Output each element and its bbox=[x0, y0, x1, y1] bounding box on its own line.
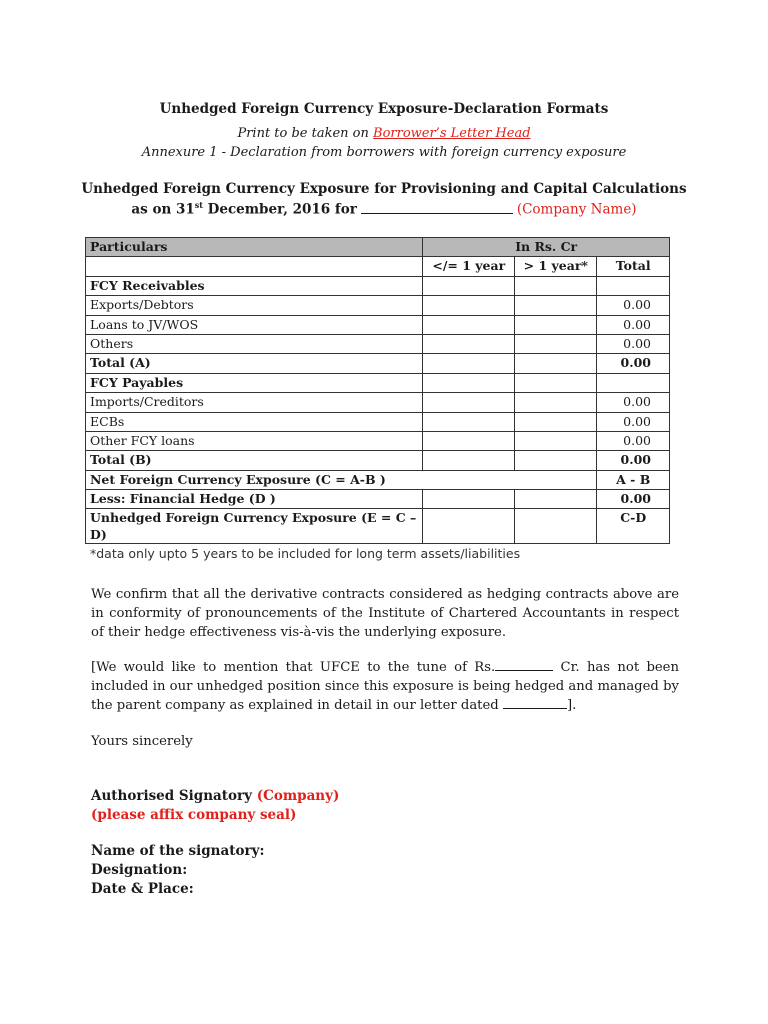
header-particulars: Particulars bbox=[86, 238, 423, 257]
row-long-term-cell[interactable] bbox=[515, 451, 597, 470]
exposure-table bbox=[85, 237, 670, 544]
row-total-cell: 0.00 bbox=[597, 296, 670, 315]
ufce-mention-paragraph bbox=[91, 658, 679, 715]
table-row bbox=[86, 296, 670, 315]
header-long-term: > 1 year* bbox=[515, 257, 597, 276]
row-short-term-cell[interactable] bbox=[423, 334, 515, 353]
date-suffix: st bbox=[194, 200, 203, 210]
row-label: FCY Payables bbox=[86, 373, 423, 392]
row-total-cell bbox=[597, 373, 670, 392]
print-instruction-prefix: Print to be taken on bbox=[237, 126, 374, 141]
company-seal-note: (please affix company seal) bbox=[91, 807, 297, 823]
table-footnote: *data only upto 5 years to be included for long term assets/liabilities bbox=[90, 546, 521, 561]
subheader-blank bbox=[86, 257, 423, 276]
row-short-term-cell[interactable] bbox=[423, 393, 515, 412]
row-label: FCY Receivables bbox=[86, 276, 423, 295]
row-label: Total (A) bbox=[86, 354, 423, 373]
row-short-term-cell[interactable] bbox=[423, 315, 515, 334]
unhedged-exposure-short[interactable] bbox=[423, 509, 515, 544]
company-name-blank[interactable] bbox=[361, 201, 513, 214]
unhedged-exposure-row bbox=[86, 509, 670, 544]
ufce-text-part2: Cr. has not been included in our unhedged position since this exposure is being hedged and managed by the parent company as explained in detail in our letter dated bbox=[91, 660, 679, 713]
net-exposure-total: A - B bbox=[597, 470, 670, 489]
authorised-signatory-line bbox=[91, 787, 339, 806]
letter-date-blank[interactable] bbox=[503, 696, 567, 709]
header-total: Total bbox=[597, 257, 670, 276]
row-label: Other FCY loans bbox=[86, 431, 423, 450]
row-long-term-cell[interactable] bbox=[515, 276, 597, 295]
as-on-date-prefix: as on 31 bbox=[131, 201, 195, 218]
ufce-text-part1: [We would like to mention that UFCE to the tune of Rs. bbox=[91, 660, 496, 675]
row-total-cell bbox=[597, 276, 670, 295]
signatory-name-field: Name of the signatory: bbox=[91, 843, 265, 859]
row-total-cell: 0.00 bbox=[597, 431, 670, 450]
net-exposure-label: Net Foreign Currency Exposure (C = A-B ) bbox=[86, 470, 597, 489]
row-long-term-cell[interactable] bbox=[515, 315, 597, 334]
row-long-term-cell[interactable] bbox=[515, 334, 597, 353]
table-row bbox=[86, 393, 670, 412]
row-total-cell: 0.00 bbox=[597, 393, 670, 412]
table-row bbox=[86, 451, 670, 470]
header-unit: In Rs. Cr bbox=[423, 238, 670, 257]
authorised-signatory-label: Authorised Signatory bbox=[91, 788, 257, 804]
row-short-term-cell[interactable] bbox=[423, 431, 515, 450]
table-row bbox=[86, 412, 670, 431]
row-total-cell: 0.00 bbox=[597, 451, 670, 470]
date-place-field: Date & Place: bbox=[91, 881, 194, 897]
company-name-placeholder: (Company Name) bbox=[516, 201, 637, 218]
row-total-cell: 0.00 bbox=[597, 334, 670, 353]
unhedged-exposure-total: C-D bbox=[597, 509, 670, 544]
row-long-term-cell[interactable] bbox=[515, 412, 597, 431]
row-label: ECBs bbox=[86, 412, 423, 431]
ufce-text-part3: ]. bbox=[566, 698, 577, 713]
table-row bbox=[86, 334, 670, 353]
row-short-term-cell[interactable] bbox=[423, 296, 515, 315]
unhedged-exposure-label: Unhedged Foreign Currency Exposure (E = C – D) bbox=[86, 509, 423, 544]
table-row bbox=[86, 315, 670, 334]
financial-hedge-row bbox=[86, 490, 670, 509]
as-on-date-suffix: December, 2016 for bbox=[202, 201, 357, 218]
letter-head-link: Borrower’s Letter Head bbox=[373, 126, 531, 141]
row-short-term-cell[interactable] bbox=[423, 412, 515, 431]
header-short-term: </= 1 year bbox=[423, 257, 515, 276]
table-subheader-row bbox=[86, 257, 670, 276]
row-long-term-cell[interactable] bbox=[515, 431, 597, 450]
designation-field: Designation: bbox=[91, 862, 188, 878]
print-instruction bbox=[0, 126, 768, 141]
row-long-term-cell[interactable] bbox=[515, 373, 597, 392]
financial-hedge-total: 0.00 bbox=[597, 490, 670, 509]
confirmation-paragraph: We confirm that all the derivative contracts considered as hedging contracts above are in conformity of pronouncements of the Institute of Chartered Accountants in respect of their hedge effectiveness vis-à-vis the underlying exposure. bbox=[91, 587, 679, 640]
table-heading-line1: Unhedged Foreign Currency Exposure for Provisioning and Capital Calculations bbox=[81, 181, 687, 197]
row-long-term-cell[interactable] bbox=[515, 354, 597, 373]
row-total-cell: 0.00 bbox=[597, 315, 670, 334]
row-short-term-cell[interactable] bbox=[423, 276, 515, 295]
row-short-term-cell[interactable] bbox=[423, 373, 515, 392]
row-short-term-cell[interactable] bbox=[423, 354, 515, 373]
row-label: Imports/Creditors bbox=[86, 393, 423, 412]
table-row bbox=[86, 354, 670, 373]
row-label: Others bbox=[86, 334, 423, 353]
unhedged-exposure-long[interactable] bbox=[515, 509, 597, 544]
row-label: Loans to JV/WOS bbox=[86, 315, 423, 334]
table-heading-line2 bbox=[0, 200, 768, 218]
company-placeholder: (Company) bbox=[256, 788, 340, 804]
table-row bbox=[86, 431, 670, 450]
table-row bbox=[86, 276, 670, 295]
authorised-signatory-block bbox=[91, 787, 339, 825]
financial-hedge-short[interactable] bbox=[423, 490, 515, 509]
row-short-term-cell[interactable] bbox=[423, 451, 515, 470]
ufce-amount-blank[interactable] bbox=[495, 658, 553, 671]
table-header-row bbox=[86, 238, 670, 257]
closing-salutation: Yours sincerely bbox=[91, 734, 193, 749]
row-label: Exports/Debtors bbox=[86, 296, 423, 315]
signatory-details bbox=[91, 842, 264, 899]
row-long-term-cell[interactable] bbox=[515, 393, 597, 412]
table-row bbox=[86, 373, 670, 392]
financial-hedge-long[interactable] bbox=[515, 490, 597, 509]
row-long-term-cell[interactable] bbox=[515, 296, 597, 315]
financial-hedge-label: Less: Financial Hedge (D ) bbox=[86, 490, 423, 509]
row-total-cell: 0.00 bbox=[597, 412, 670, 431]
annexure-heading: Annexure 1 - Declaration from borrowers with foreign currency exposure bbox=[141, 145, 627, 160]
row-label: Total (B) bbox=[86, 451, 423, 470]
table-body bbox=[86, 276, 670, 470]
row-total-cell: 0.00 bbox=[597, 354, 670, 373]
net-exposure-row bbox=[86, 470, 670, 489]
document-title: Unhedged Foreign Currency Exposure-Declaration Formats bbox=[159, 101, 609, 117]
